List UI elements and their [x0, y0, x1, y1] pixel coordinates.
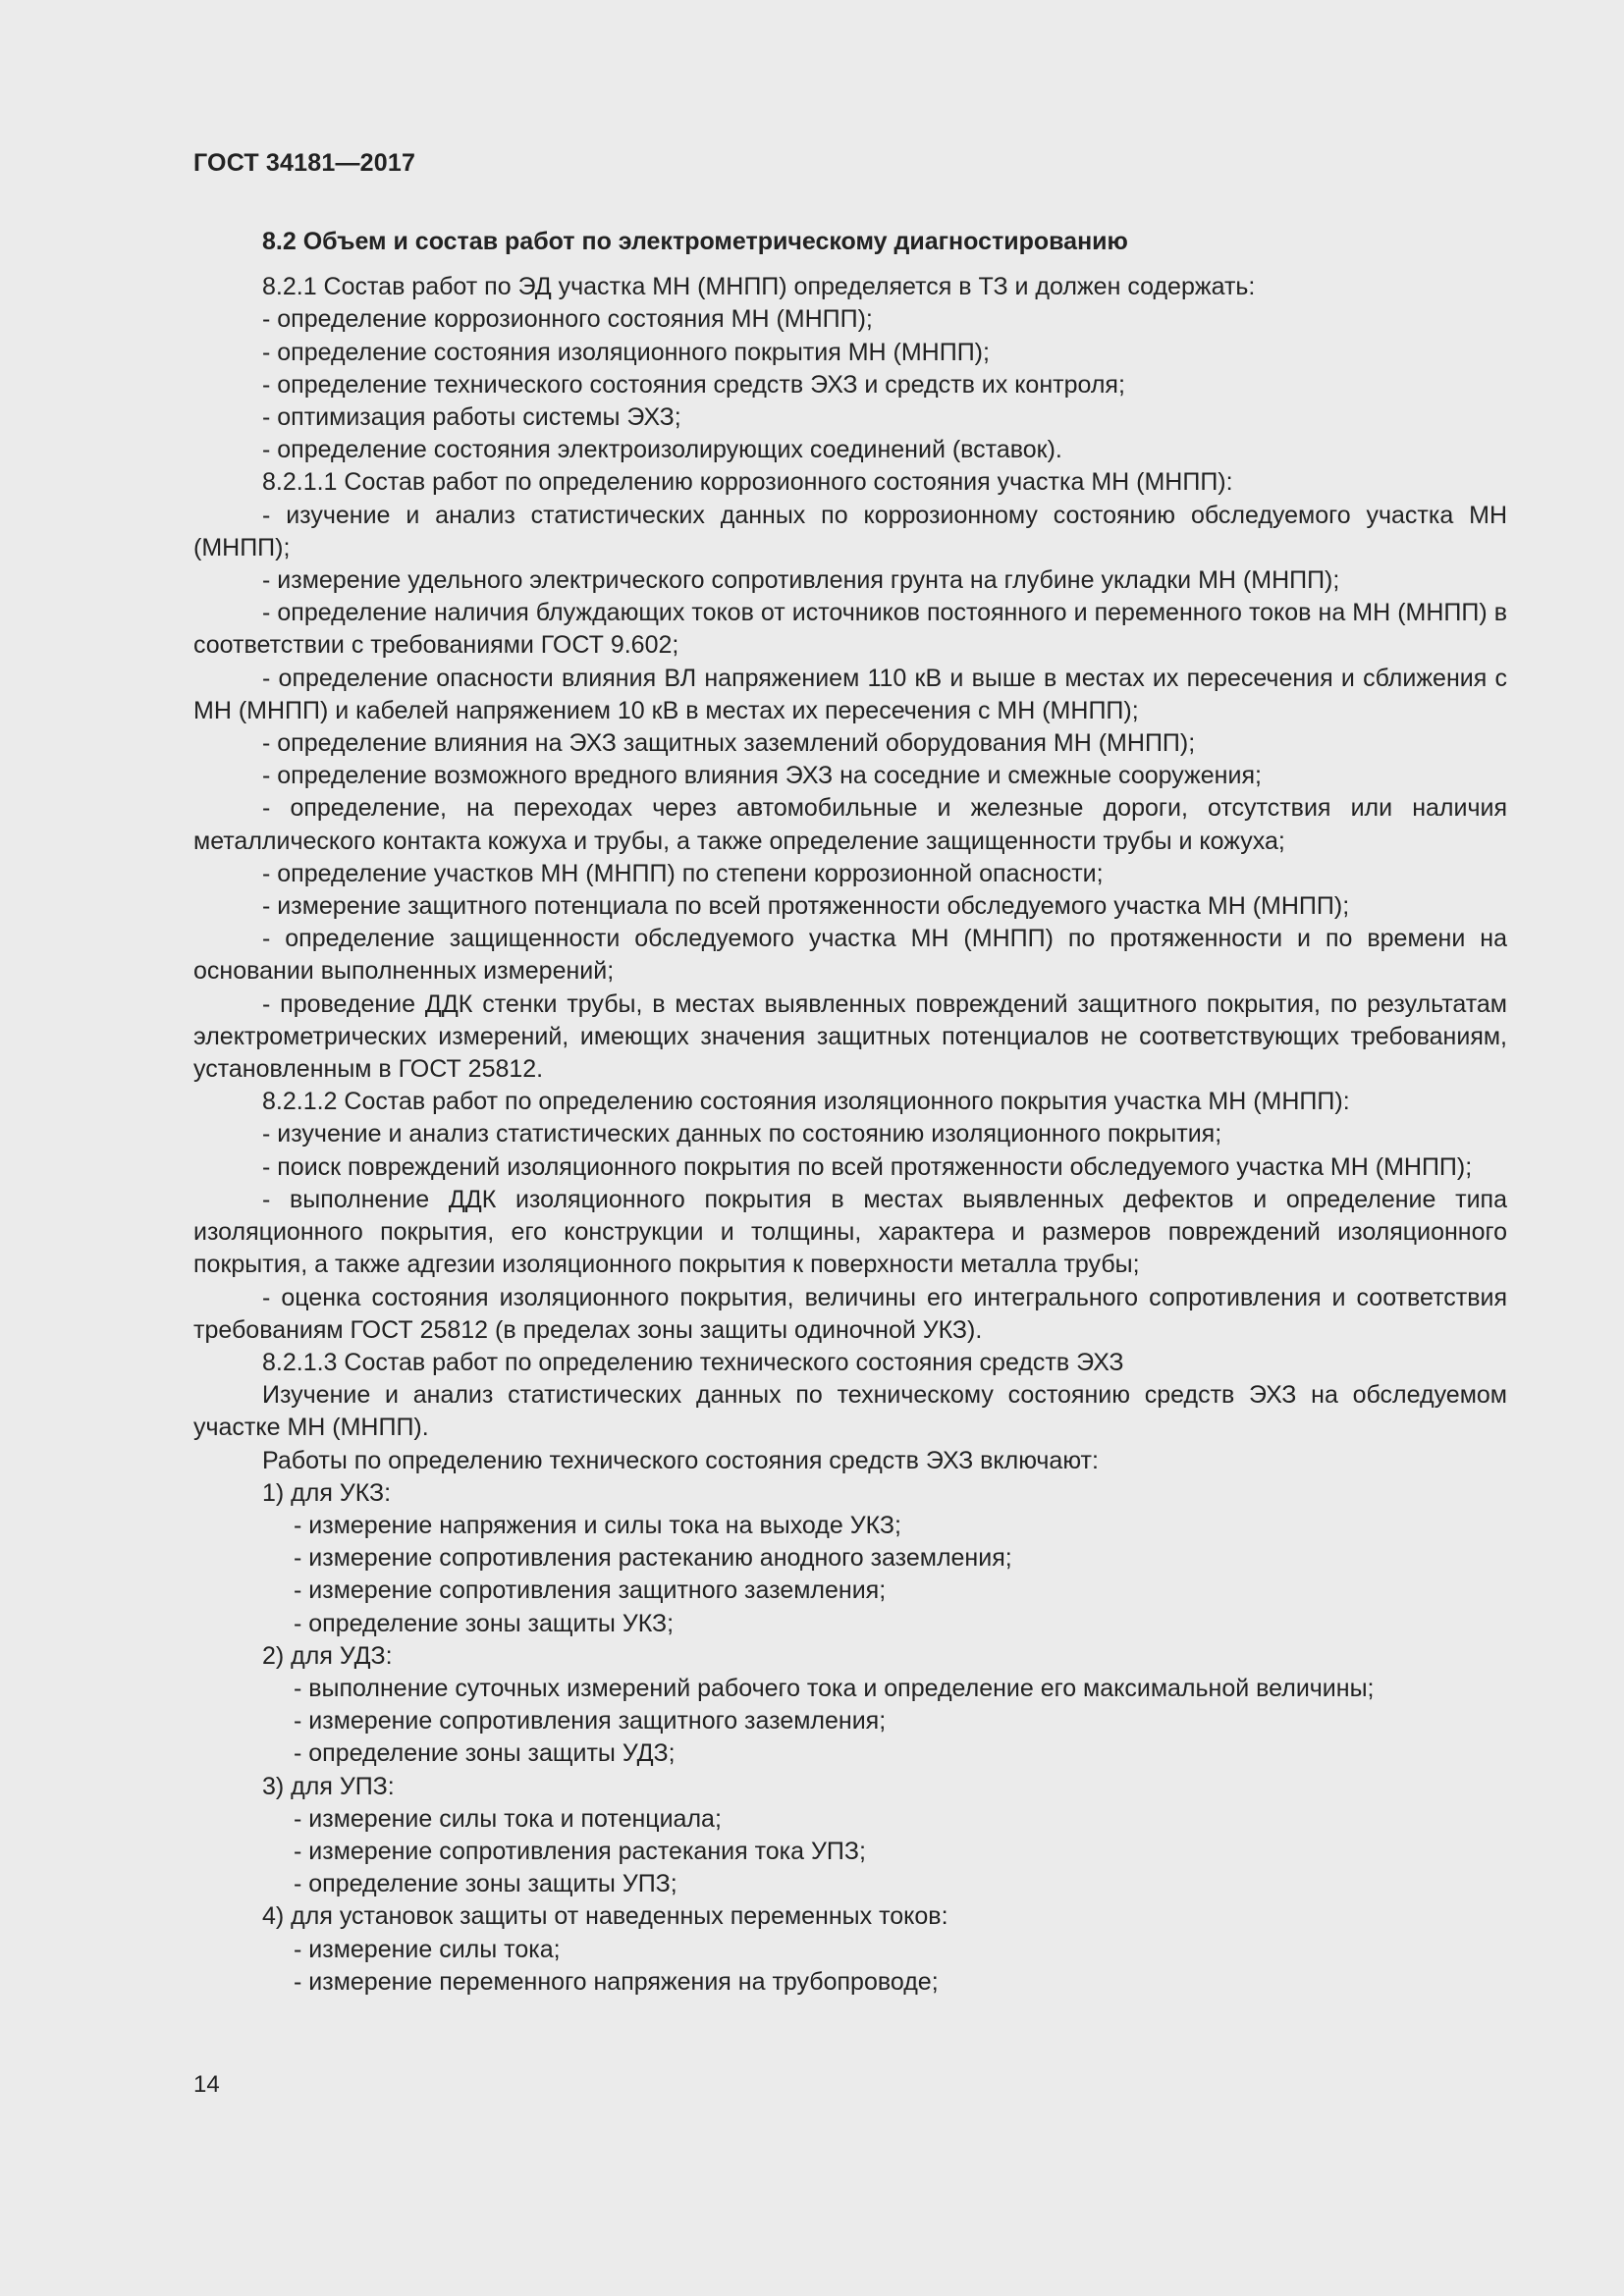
list-item: - выполнение суточных измерений рабочего тока и определение его максимальной величины; [294, 1674, 1375, 1702]
section-heading: 8.2 Объем и состав работ по электрометрическому диагностированию [262, 228, 1128, 255]
list-item: - измерение удельного электрического сопротивления грунта на глубине укладки МН (МНПП); [262, 566, 1340, 595]
paragraph: Работы по определению технического состояния средств ЭХЗ включают: [262, 1446, 1099, 1474]
list-item: - изучение и анализ статистических данных по коррозионному состоянию обследуемого участка МН (МНПП); [193, 501, 1507, 561]
document-body [193, 226, 1507, 1999]
list-item: - измерение силы тока; [294, 1935, 561, 1963]
list-item: - оценка состояния изоляционного покрытия, величины его интегрального сопротивления и соответствия требованиям ГОСТ 25812 (в пределах зоны защиты одиночной УКЗ). [193, 1283, 1507, 1344]
list-item: - измерение напряжения и силы тока на выходе УКЗ; [294, 1511, 901, 1539]
list-item: - определение технического состояния средств ЭХЗ и средств их контроля; [262, 370, 1125, 399]
list-item: - определение зоны защиты УПЗ; [294, 1870, 677, 1898]
paragraph-list [193, 271, 1507, 1999]
list-item: - измерение сопротивления защитного заземления; [294, 1576, 887, 1605]
list-item: - определение наличия блуждающих токов от источников постоянного и переменного токов на МН (МНПП) в соответствии с требованиями ГОСТ 9.602; [193, 599, 1507, 660]
list-group-heading: 2) для УДЗ: [262, 1641, 393, 1670]
list-group-heading: 4) для установок защиты от наведенных переменных токов: [262, 1902, 948, 1931]
paragraph: 8.2.1.1 Состав работ по определению коррозионного состояния участка МН (МНПП): [262, 468, 1233, 497]
paragraph: 8.2.1 Состав работ по ЭД участка МН (МНПП) определяется в ТЗ и должен содержать: [262, 273, 1256, 301]
list-item: - выполнение ДДК изоляционного покрытия в местах выявленных дефектов и определение типа изоляционного покрытия, его конструкции и толщины, характера и размеров повреждений изоляционного покрытия, а также адгезии изоляционного покрытия к поверхности металла трубы; [193, 1185, 1507, 1279]
list-item: - определение коррозионного состояния МН (МНПП); [262, 305, 873, 334]
paragraph: 8.2.1.2 Состав работ по определению состояния изоляционного покрытия участка МН (МНПП): [262, 1088, 1350, 1116]
list-item: - определение опасности влияния ВЛ напряжением 110 кВ и выше в местах их пересечения и сближения с МН (МНПП) и кабелей напряжением 10 кВ в местах их пересечения с МН (МНПП); [193, 664, 1507, 724]
list-item: - измерение сопротивления растекания тока УПЗ; [294, 1837, 866, 1865]
list-item: - поиск повреждений изоляционного покрытия по всей протяженности обследуемого участка МН (МНПП); [262, 1152, 1473, 1181]
list-item: - определение влияния на ЭХЗ защитных заземлений оборудования МН (МНПП); [262, 729, 1196, 758]
paragraph: 8.2.1.3 Состав работ по определению технического состояния средств ЭХЗ [262, 1348, 1124, 1376]
paragraph: Изучение и анализ статистических данных по техническому состоянию средств ЭХЗ на обследуемом участке МН (МНПП). [193, 1381, 1507, 1442]
list-item: - определение состояния электроизолирующих соединений (вставок). [262, 436, 1062, 464]
list-item: - оптимизация работы системы ЭХЗ; [262, 403, 681, 432]
list-item: - определение зоны защиты УДЗ; [294, 1739, 676, 1768]
list-group-heading: 3) для УПЗ: [262, 1772, 395, 1800]
list-item: - определение зоны защиты УКЗ; [294, 1609, 675, 1637]
page-number: 14 [193, 2071, 220, 2098]
list-item: - измерение силы тока и потенциала; [294, 1804, 722, 1833]
list-item: - определение, на переходах через автомобильные и железные дороги, отсутствия или наличия металлического контакта кожуха и трубы, а также определение защищенности трубы и кожуха; [193, 794, 1507, 855]
document-header: ГОСТ 34181—2017 [193, 149, 416, 177]
list-item: - проведение ДДК стенки трубы, в местах выявленных повреждений защитного покрытия, по результатам электрометрических измерений, имеющих значения защитных потенциалов не соответствующих требованиям, установленным в ГОСТ 25812. [193, 989, 1507, 1084]
list-group-heading: 1) для УКЗ: [262, 1478, 392, 1507]
list-item: - определение участков МН (МНПП) по степени коррозионной опасности; [262, 859, 1104, 887]
list-item: - измерение сопротивления защитного заземления; [294, 1707, 887, 1735]
list-item: - определение защищенности обследуемого участка МН (МНПП) по протяженности и по времени на основании выполненных измерений; [193, 925, 1507, 986]
list-item: - измерение переменного напряжения на трубопроводе; [294, 1967, 939, 1996]
list-item: - определение возможного вредного влияния ЭХЗ на соседние и смежные сооружения; [262, 762, 1262, 790]
list-item: - изучение и анализ статистических данных по состоянию изоляционного покрытия; [262, 1120, 1222, 1148]
list-item: - измерение сопротивления растеканию анодного заземления; [294, 1544, 1012, 1573]
list-item: - определение состояния изоляционного покрытия МН (МНПП); [262, 338, 990, 366]
list-item: - измерение защитного потенциала по всей протяженности обследуемого участка МН (МНПП); [262, 892, 1350, 921]
